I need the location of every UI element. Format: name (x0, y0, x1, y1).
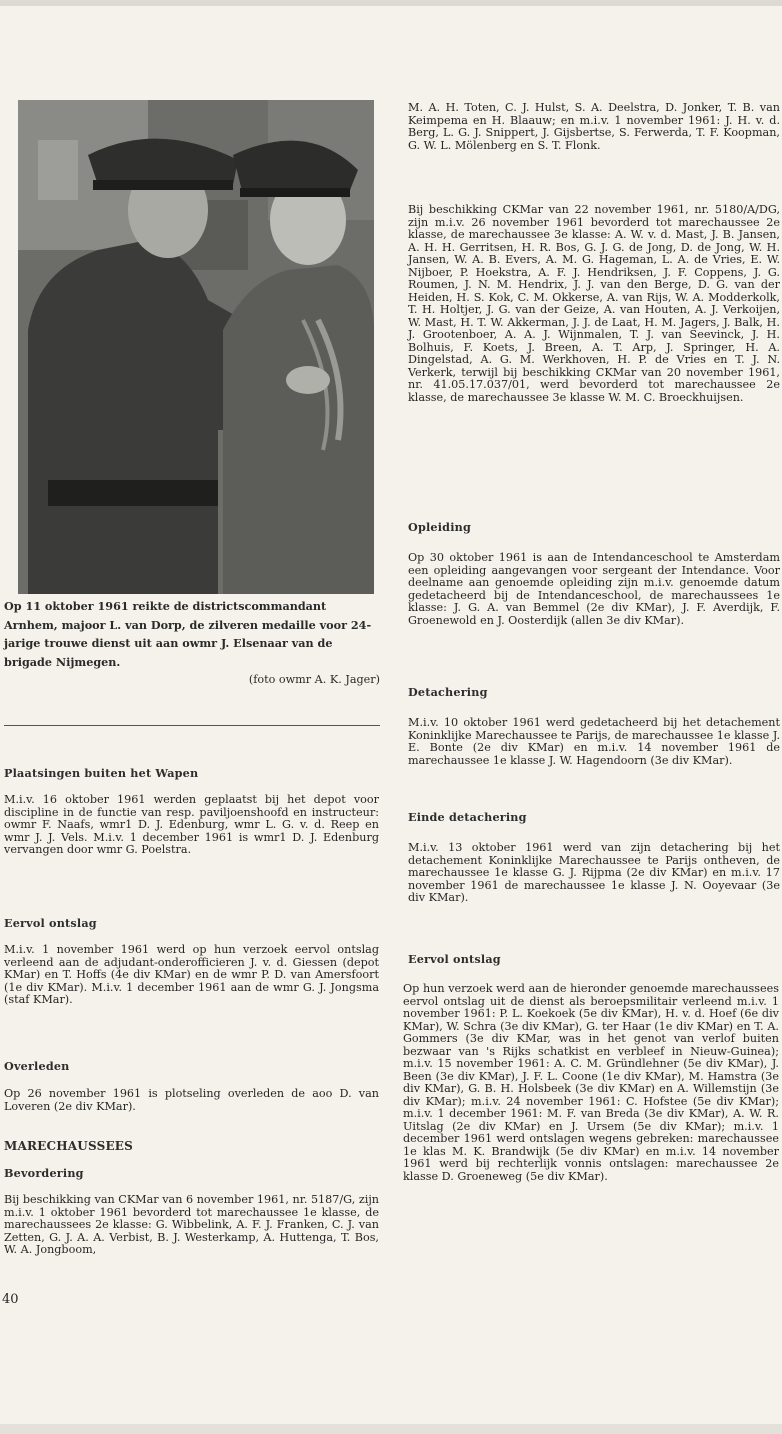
bevordering-paragraph: Bij beschikking van CKMar van 6 november 1961, nr. 5187/G, zijn m.i.v. 1 oktober 1961 bevorderd tot marechaussee 1e klasse, de marechaussees 2e klasse: G. Wibbelink, A. F. J. Franken, C. J. van Zetten, G. J. A. A. Verbist, B. J. Westerkamp, A. Huttenga, T. Bos, W. A. Jongboom, (4, 1193, 379, 1256)
heading-eervol-ontslag-left: Eervol ontslag (4, 916, 97, 930)
bevordering-text (4, 1194, 379, 1257)
heading-einde-detachering: Einde detachering (408, 810, 527, 824)
detachering-text (408, 717, 780, 767)
photo-credit: (foto owmr A. K. Jager) (248, 673, 380, 686)
section-divider (4, 725, 380, 726)
page-edge-bottom (0, 1424, 782, 1434)
overleden-paragraph: Op 26 november 1961 is plotseling overleden de aoo D. van Loveren (2e div KMar). (4, 1087, 379, 1113)
opleiding-text (408, 552, 780, 627)
heading-overleden: Overleden (4, 1059, 70, 1073)
eervol-ontslag-left-text (4, 944, 379, 1007)
heading-bevordering: Bevordering (4, 1166, 84, 1180)
beschikking-text (408, 204, 780, 404)
heading-opleiding: Opleiding (408, 520, 472, 534)
plaatsingen-text (4, 794, 379, 857)
opleiding-paragraph: Op 30 oktober 1961 is aan de Intendanceschool te Amsterdam een opleiding aangevangen voor sergeant der Intendance. Voor deelname aan genoemde opleiding zijn m.i.v. genoemde datum gedetacheerd bij de Intendanceschool, de marechaussees 1e klasse: J. G. A. van Bemmel (2e div KMar), J. F. Averdijk, F. Groenewold en J. Oosterdijk (allen 3e div KMar). (408, 551, 780, 627)
bevordering-continued-paragraph: M. A. H. Toten, C. J. Hulst, S. A. Deelstra, D. Jonker, T. B. van Keimpema en H. Blaauw; en m.i.v. 1 november 1961: J. H. v. d. Berg, L. G. J. Snippert, J. Gijsbertse, S. Ferwerda, T. F. Koopman, G. W. L. Mölenberg en S. T. Flonk. (408, 101, 780, 152)
bevordering-continued-text (408, 102, 780, 152)
eervol-ontslag-right-paragraph: Op hun verzoek werd aan de hieronder genoemde marechaussees eervol ontslag uit de dienst als beroepsmilitair verleend m.i.v. 1 november 1961: P. L. Koekoek (5e div KMar), H. v. d. Hoef (6e div KMar), W. Schra (3e div KMar), G. ter Haar (1e div KMar) en T. A. Gommers (3e div KMar, was in het genot van verlof buiten bezwaar van 's Rijks schatkist en verbleef in Nieuw-Guinea); m.i.v. 15 november 1961: A. C. M. Gründlehner (5e div KMar), J. Been (3e div KMar), J. F. L. Coone (1e div KMar), M. Hamstra (3e div KMar), G. B. H. Holsbeek (3e div KMar) en A. Willemstijn (3e div KMar); m.i.v. 24 november 1961: C. Hofstee (5e div KMar); m.i.v. 1 december 1961: M. F. van Breda (3e div KMar), A. W. R. Uitslag (2e div KMar) en J. Ursem (5e div KMar); m.i.v. 1 december 1961 werd ontslagen wegens gebreken: marechaussee 1e klas M. K. Brandwijk (5e div KMar) en m.i.v. 14 november 1961 werd bij rechterlijk vonnis ontslagen: marechaussee 2e klasse D. Groeneweg (5e div KMar). (403, 982, 779, 1183)
heading-eervol-ontslag-right: Eervol ontslag (408, 952, 501, 966)
eervol-ontslag-right-text (403, 983, 779, 1183)
heading-detachering: Detachering (408, 685, 488, 699)
photo-caption (4, 597, 380, 690)
overleden-text (4, 1088, 379, 1113)
plaatsingen-paragraph: M.i.v. 16 oktober 1961 werden geplaatst bij het depot voor discipline in de functie van resp. paviljoenshoofd en instructeur: owmr F. Naafs, wmr1 D. J. Edenburg, wmr L. G. v. d. Reep en wmr J. J. Vels. M.i.v. 1 december 1961 is wmr1 D. J. Edenburg vervangen door wmr G. Poelstra. (4, 793, 379, 856)
page-number: 40 (2, 1292, 19, 1307)
medal-ceremony-photo (18, 100, 374, 594)
detachering-paragraph: M.i.v. 10 oktober 1961 werd gedetacheerd bij het detachement Koninklijke Marechaussee te Parijs, de marechaussee 1e klasse J. E. Bonte (2e div KMar) en m.i.v. 14 november 1961 de marechaussee 1e klasse J. W. Hagendoorn (3e div KMar). (408, 716, 780, 767)
einde-detachering-paragraph: M.i.v. 13 oktober 1961 werd van zijn detachering bij het detachement Koninklijke Marechaussee te Parijs ontheven, de marechaussee 1e klasse G. J. Rijpma (2e div KMar) en m.i.v. 17 november 1961 de marechaussee 1e klasse J. N. Ooyevaar (3e div KMar). (408, 841, 780, 904)
heading-marechaussees: MARECHAUSSEES (4, 1139, 134, 1153)
einde-detachering-text (408, 842, 780, 905)
beschikking-paragraph: Bij beschikking CKMar van 22 november 1961, nr. 5180/A/DG, zijn m.i.v. 26 november 1961 bevorderd tot marechaussee 2e klasse, de marechaussee 3e klasse: A. W. v. d. Mast, J. B. Jansen, A. H. H. Gerritsen, H. R. Bos, G. J. G. de Jong, D. de Jong, W. H. Jansen, W. A. B. Evers, A. M. G. Hageman, L. A. de Vries, E. W. Nijboer, P. Hoekstra, A. F. J. Hendriksen, J. F. Coppens, J. G. Roumen, J. N. M. Hendrix, J. J. van den Berge, D. G. van der Heiden, H. S. Kok, C. M. Okkerse, A. van Rijs, W. A. Modderkolk, T. H. Holtjer, J. G. van der Geize, A. van Houten, A. J. Verkoijen, W. Mast, H. T. W. Akkerman, J. J. de Laat, H. M. Jagers, J. Balk, H. J. Grootenboer, A. A. J. Wijnmalen, T. J. van Seevinck, J. H. Bolhuis, F. Koets, J. Breen, A. T. Arp, J. Springer, H. A. Dingelstad, A. G. M. Werkhoven, H. P. de Vries en T. J. N. Verkerk, terwijl bij beschikking CKMar van 20 november 1961, nr. 41.05.17.037/01, werd bevorderd tot marechaussee 2e klasse, de marechaussee 3e klasse W. M. C. Broeckhuijsen. (408, 203, 780, 404)
eervol-ontslag-left-paragraph: M.i.v. 1 november 1961 werd op hun verzoek eervol ontslag verleend aan de adjudant-onderofficieren J. v. d. Giessen (depot KMar) en T. Hoffs (4e div KMar) en de wmr P. D. van Amersfoort (1e div KMar). M.i.v. 1 december 1961 aan de wmr G. J. Jongsma (staf KMar). (4, 943, 379, 1006)
page-edge-top (0, 0, 782, 6)
caption-text: Op 11 oktober 1961 reikte de districtscommandant Arnhem, majoor L. van Dorp, de zilveren medaille voor 24-jarige trouwe dienst uit aan owmr J. Elsenaar van de brigade Nijmegen. (4, 599, 372, 669)
heading-plaatsingen: Plaatsingen buiten het Wapen (4, 766, 199, 780)
